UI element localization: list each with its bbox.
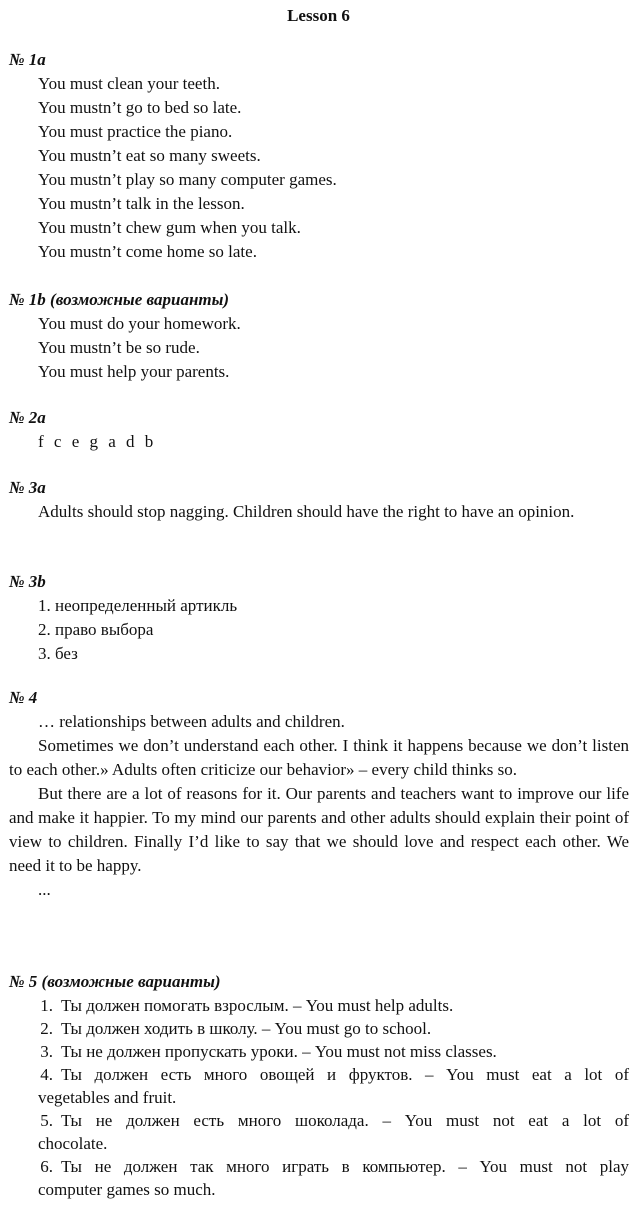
sentence-line: You must help your parents. xyxy=(38,362,230,381)
section-2a xyxy=(9,406,629,454)
item-text: Ты должен есть много овощей и фруктов. – You must eat a lot of xyxy=(61,1065,629,1084)
list-item xyxy=(9,994,629,1017)
numbered-list xyxy=(9,594,629,666)
sentence-line: You must do your homework. xyxy=(38,314,241,333)
item-text: Ты не должен есть много шоколада. – You must not eat a lot of xyxy=(61,1111,629,1130)
section-heading: № 5 (возможные варианты) xyxy=(9,972,221,991)
list-item: 2. право выбора xyxy=(38,620,154,639)
page-title: Lesson 6 xyxy=(287,6,350,25)
item-text: Ты должен помогать взрослым. – You must help adults. xyxy=(61,996,454,1015)
sentence-line: You mustn’t go to bed so late. xyxy=(38,98,242,117)
paragraph: Sometimes we don’t understand each other. I think it happens because we don’t listen to each other.» Adults often criticize our behavior» – every child thinks so. xyxy=(9,736,629,779)
list-item xyxy=(9,1063,629,1109)
ellipsis: ... xyxy=(38,880,51,899)
paragraph: But there are a lot of reasons for it. Our parents and teachers want to improve our life and make it happier. To my mind our parents and other adults should explain their point of view to children. Finally I’d like to say that we should love and respect each other. We need it to be happy. xyxy=(9,784,629,875)
section-heading: № 3b xyxy=(9,572,46,591)
item-number: 6. xyxy=(40,1157,53,1176)
section-4 xyxy=(9,686,629,902)
section-5 xyxy=(9,970,629,1201)
sentence-line: You must practice the piano. xyxy=(38,122,233,141)
answer-letters: f c e g a d b xyxy=(38,432,157,451)
list-item xyxy=(9,1109,629,1155)
sentence-line: You mustn’t chew gum when you talk. xyxy=(38,218,301,237)
paragraph: Adults should stop nagging. Children should have the right to have an opinion. xyxy=(38,502,575,521)
item-number: 4. xyxy=(40,1065,53,1084)
section-heading: № 4 xyxy=(9,688,38,707)
item-text: Ты не должен пропускать уроки. – You must not miss classes. xyxy=(61,1042,497,1061)
item-number: 3. xyxy=(40,1042,53,1061)
section-heading: № 1a xyxy=(9,50,46,69)
item-text: Ты должен ходить в школу. – You must go to school. xyxy=(61,1019,432,1038)
item-text: Ты не должен так много играть в компьютер. – You must not play xyxy=(61,1157,629,1176)
list-item: 1. неопределенный артикль xyxy=(38,596,238,615)
sentence-line: You mustn’t talk in the lesson. xyxy=(38,194,245,213)
item-text-continued: computer games so much. xyxy=(38,1180,216,1199)
item-text-continued: vegetables and fruit. xyxy=(38,1088,177,1107)
section-heading: № 3a xyxy=(9,478,46,497)
list-item xyxy=(9,1017,629,1040)
sentence-line: You mustn’t play so many computer games. xyxy=(38,170,337,189)
section-3a xyxy=(9,476,629,524)
sentence-line: You mustn’t be so rude. xyxy=(38,338,200,357)
item-number: 2. xyxy=(40,1019,53,1038)
section-heading: № 2a xyxy=(9,408,46,427)
section-1a xyxy=(9,48,629,264)
list-item xyxy=(9,1155,629,1201)
section-1b xyxy=(9,288,629,384)
list-item: 3. без xyxy=(38,644,78,663)
item-number: 5. xyxy=(40,1111,53,1130)
sentence-line: You must clean your teeth. xyxy=(38,74,220,93)
sentence-line: You mustn’t eat so many sweets. xyxy=(38,146,261,165)
sentence-line: You mustn’t come home so late. xyxy=(38,242,257,261)
list-item xyxy=(9,1040,629,1063)
item-text-continued: chocolate. xyxy=(38,1134,108,1153)
paragraph: … relationships between adults and children. xyxy=(38,712,345,731)
section-heading: № 1b (возможные варианты) xyxy=(9,290,230,309)
numbered-list xyxy=(9,994,629,1201)
item-number: 1. xyxy=(40,996,53,1015)
section-3b xyxy=(9,570,629,666)
